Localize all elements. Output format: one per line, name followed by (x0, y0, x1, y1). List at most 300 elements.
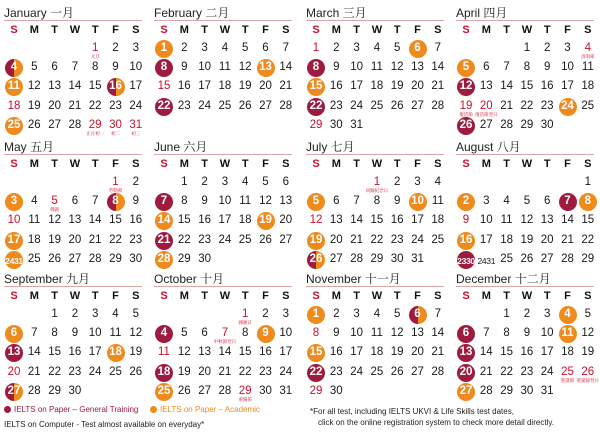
day-cell (85, 59, 105, 79)
month-calendar (302, 4, 448, 136)
day-cell (558, 232, 578, 252)
day-number: 12 (390, 327, 404, 340)
day-number: 12 (129, 327, 143, 340)
day-number: 23 (109, 99, 122, 112)
day-number: 17 (540, 346, 554, 359)
day-cell (45, 232, 65, 252)
day-number: 22 (109, 233, 122, 246)
day-number: 3 (564, 42, 571, 54)
day-cell (537, 117, 557, 137)
weekday-header: F (262, 24, 269, 36)
day-cell (174, 212, 194, 232)
day-cell (195, 59, 215, 79)
weekday-header: T (201, 24, 208, 36)
day-number: 27 (259, 99, 272, 112)
day-cell (195, 364, 215, 384)
day-number: 23 (540, 99, 554, 112)
day-cell (367, 344, 387, 364)
day-number: 25 (581, 99, 595, 112)
day-number: 13 (48, 80, 61, 93)
day-cell (367, 78, 387, 98)
day-number: 11 (370, 61, 383, 74)
day-number: 1 (51, 308, 58, 320)
day-cell (256, 212, 276, 232)
day-cell (215, 193, 235, 213)
day-cell (497, 344, 517, 364)
day-number: 24 (198, 99, 211, 112)
day-cell (408, 193, 428, 213)
day-number: 4 (373, 308, 381, 320)
day-number: 23 (329, 99, 343, 112)
day-number: 26 (238, 99, 252, 112)
day-cell (537, 232, 557, 252)
day-cell (106, 344, 126, 364)
academic-dot-icon (150, 406, 157, 413)
day-number: 25 (157, 384, 171, 397)
title-divider (4, 286, 142, 287)
day-number: 6 (51, 61, 58, 74)
title-divider (154, 154, 292, 155)
day-number: 21 (479, 365, 493, 378)
day-cell (367, 40, 387, 60)
day-number: 19 (581, 346, 595, 359)
day-number: 17 (411, 214, 424, 227)
day-number: 8 (112, 195, 119, 208)
day-cell (235, 40, 255, 60)
day-cell (174, 344, 194, 364)
day-number: 7 (91, 195, 99, 208)
day-cell (256, 98, 276, 118)
day-cell (456, 78, 476, 98)
day-number: 14 (561, 214, 574, 227)
day-number: 2 (543, 42, 551, 54)
day-number: 12 (27, 80, 41, 93)
title-divider (306, 20, 444, 21)
day-number: 2 (71, 308, 79, 320)
day-cell (215, 344, 235, 364)
day-number: 28 (68, 118, 82, 131)
day-number: 2 (181, 42, 188, 54)
weekday-header: F (414, 290, 421, 302)
day-number: 9 (523, 327, 531, 340)
day-cell (326, 78, 346, 98)
day-number: 10 (350, 61, 363, 74)
day-cell (428, 193, 448, 213)
weekday-header: T (353, 158, 360, 170)
day-number: 27 (198, 384, 211, 397)
title-divider (4, 20, 142, 21)
day-cell (306, 306, 326, 326)
weekday-header: W (69, 290, 81, 302)
day-cell (306, 40, 326, 60)
weekday-header: T (91, 158, 99, 170)
day-number: 31 (129, 118, 143, 131)
footnote-line-1: *For all test, including IELTS UKVI & Life Skills test dates, (310, 407, 514, 416)
day-number: 13 (411, 327, 424, 340)
day-cell (65, 232, 85, 252)
weekday-header: T (91, 24, 99, 36)
day-number: 9 (132, 195, 139, 208)
day-cell (195, 193, 215, 213)
day-number: 25 (500, 252, 513, 265)
day-number: 6 (201, 327, 208, 340)
holiday-note: 清明節 (581, 54, 595, 59)
day-number: 26 (390, 99, 404, 112)
day-cell (85, 251, 105, 271)
day-number: 18 (561, 346, 574, 359)
day-number: 25 (27, 252, 41, 265)
day-number: 10 (561, 61, 574, 74)
day-number: 6 (543, 195, 551, 208)
month-title: February 二月 (154, 6, 230, 20)
day-number: 2 (523, 308, 531, 320)
day-cell (517, 117, 537, 137)
day-cell (387, 98, 407, 118)
day-cell (306, 98, 326, 118)
month-calendar (302, 270, 448, 402)
weekday-header: W (219, 24, 231, 36)
day-number: 27 (68, 252, 82, 265)
day-cell (4, 212, 24, 232)
day-cell (24, 232, 44, 252)
month-calendar (452, 4, 598, 136)
day-number: 7 (483, 327, 490, 340)
day-cell (408, 212, 428, 232)
holiday-note: 初二 (111, 130, 120, 136)
day-cell (517, 40, 537, 60)
day-number: 27 (279, 233, 293, 246)
day-cell (24, 344, 44, 364)
day-cell (45, 325, 65, 345)
day-cell (126, 325, 146, 345)
day-cell (45, 78, 65, 98)
day-number: 22 (309, 99, 323, 112)
day-number: 27 (459, 384, 473, 397)
day-number: 27 (48, 118, 61, 131)
day-number: 12 (459, 80, 473, 93)
day-cell (276, 78, 296, 98)
day-number: 3 (10, 195, 18, 208)
day-number: 28 (479, 384, 493, 397)
day-number: 30 (129, 252, 143, 265)
weekday-header: M (179, 158, 189, 170)
day-cell (24, 78, 44, 98)
day-cell (387, 59, 407, 79)
day-number: 5 (241, 42, 249, 54)
day-cell (256, 40, 276, 60)
day-number: 26 (581, 365, 595, 378)
day-cell (85, 364, 105, 384)
day-number: 4 (434, 176, 441, 188)
day-cell (517, 251, 537, 271)
day-number: 15 (177, 214, 191, 227)
day-cell (456, 364, 476, 384)
day-cell (215, 212, 235, 232)
month-calendar (150, 270, 296, 402)
day-number: 22 (177, 233, 191, 246)
day-cell (326, 40, 346, 60)
day-number: 18 (27, 233, 41, 246)
day-number: 8 (160, 61, 168, 74)
day-cell (24, 59, 44, 79)
day-cell (45, 193, 65, 213)
day-cell (154, 232, 174, 252)
day-cell (456, 117, 476, 137)
day-number: 3 (353, 42, 360, 54)
day-number: 4 (564, 308, 571, 320)
day-cell (235, 344, 255, 364)
day-number: 6 (10, 327, 18, 340)
day-number: 3 (91, 308, 99, 320)
day-number: 5 (393, 308, 401, 320)
day-cell (537, 98, 557, 118)
day-number: 30 (390, 252, 404, 265)
day-number: 25 (238, 233, 252, 246)
day-number: 1 (112, 176, 119, 188)
day-cell (578, 306, 598, 326)
day-cell (408, 174, 428, 194)
day-cell (408, 364, 428, 384)
day-cell (517, 193, 537, 213)
day-number: 1 (91, 42, 99, 54)
weekday-header: M (29, 158, 39, 170)
day-cell (126, 232, 146, 252)
day-cell (276, 174, 296, 194)
day-cell (106, 212, 126, 232)
day-number: 14 (68, 80, 82, 93)
day-number: 2 (112, 42, 119, 54)
weekday-header: F (112, 290, 119, 302)
weekday-header: M (331, 290, 341, 302)
day-cell (326, 212, 346, 232)
day-cell (456, 232, 476, 252)
day-number: 7 (282, 42, 289, 54)
weekday-header: M (481, 24, 491, 36)
day-cell (256, 344, 276, 364)
day-number: 26 (520, 252, 534, 265)
day-number: 14 (157, 214, 171, 227)
day-cell (24, 98, 44, 118)
day-number: 15 (500, 346, 513, 359)
day-number: 6 (282, 176, 289, 188)
day-number: 2 (462, 195, 470, 208)
day-cell (497, 117, 517, 137)
day-cell (276, 212, 296, 232)
day-cell (106, 59, 126, 79)
weekday-header: S (282, 24, 290, 36)
day-cell (126, 251, 146, 271)
day-cell (174, 40, 194, 60)
day-cell (235, 212, 255, 232)
day-cell (195, 40, 215, 60)
weekday-header: F (564, 158, 571, 170)
day-cell (126, 40, 146, 60)
holiday-note: 重陽節 (238, 396, 252, 402)
day-number: 19 (27, 99, 41, 112)
day-number: 19 (309, 233, 323, 246)
day-cell (106, 325, 126, 345)
day-cell (4, 98, 24, 118)
day-cell (537, 251, 557, 271)
day-cell (306, 193, 326, 213)
day-number: 10 (218, 195, 232, 208)
day-cell (4, 78, 24, 98)
day-cell (517, 325, 537, 345)
day-cell (497, 325, 517, 345)
day-cell (537, 193, 557, 213)
day-number: 23 (390, 233, 404, 246)
day-number: 19 (238, 80, 252, 93)
day-cell (428, 325, 448, 345)
day-cell (578, 174, 598, 194)
month-calendar (150, 4, 296, 136)
day-cell (326, 344, 346, 364)
day-cell (517, 364, 537, 384)
weekday-header: S (312, 24, 320, 36)
day-cell (428, 344, 448, 364)
day-cell (106, 251, 126, 271)
weekday-header: T (201, 158, 208, 170)
day-number: 19 (390, 80, 404, 93)
day-cell (558, 59, 578, 79)
weekday-header: T (241, 290, 249, 302)
day-cell (195, 174, 215, 194)
day-number: 7 (71, 61, 79, 74)
day-cell (387, 232, 407, 252)
day-number: 28 (27, 384, 41, 397)
day-cell (387, 306, 407, 326)
day-number: 27 (479, 118, 493, 131)
day-number: 31 (411, 252, 424, 265)
day-number: 1 (312, 308, 320, 320)
day-number: 10 (350, 327, 363, 340)
day-number: 13 (329, 214, 343, 227)
day-number: 21 (68, 99, 82, 112)
day-number: 20 (259, 80, 272, 93)
day-number: 22 (238, 365, 252, 378)
day-number: 21 (431, 346, 445, 359)
day-number: 19 (520, 233, 534, 246)
day-number: 14 (431, 61, 445, 74)
day-cell (347, 364, 367, 384)
day-number: 1 (241, 308, 249, 320)
day-cell (65, 59, 85, 79)
day-number: 24 (350, 365, 363, 378)
day-cell (306, 212, 326, 232)
day-cell (537, 59, 557, 79)
weekday-header: F (414, 158, 421, 170)
day-cell (276, 232, 296, 252)
day-number: 30 (109, 118, 122, 131)
weekday-header: T (91, 290, 99, 302)
day-cell (408, 325, 428, 345)
day-cell (195, 344, 215, 364)
weekday-header: T (503, 290, 510, 302)
day-number: 2 (201, 176, 208, 188)
day-cell (326, 325, 346, 345)
day-number: 17 (350, 80, 363, 93)
day-number: 14 (479, 346, 493, 359)
day-number: 5 (584, 308, 591, 320)
weekday-header: W (521, 158, 533, 170)
day-number: 17 (7, 233, 21, 246)
day-cell (24, 325, 44, 345)
day-cell (45, 212, 65, 232)
day-cell (497, 98, 517, 118)
day-number: 17 (350, 346, 363, 359)
day-number: 30 (540, 118, 554, 131)
day-cell (276, 344, 296, 364)
day-number: 2 (132, 176, 139, 188)
day-cell (476, 344, 496, 364)
day-cell (215, 325, 235, 345)
weekday-header: T (51, 158, 58, 170)
day-cell (24, 364, 44, 384)
day-cell (558, 212, 578, 232)
day-cell (428, 59, 448, 79)
day-cell (517, 344, 537, 364)
weekday-header: T (543, 24, 551, 36)
day-number: 21 (157, 233, 171, 246)
day-cell (517, 306, 537, 326)
day-number: 7 (434, 42, 441, 54)
day-cell (578, 344, 598, 364)
day-number: 2330 (457, 255, 475, 266)
footnote-line-2: click on the online registration system to check more detail directly. (318, 418, 554, 427)
day-cell (517, 212, 537, 232)
day-cell (4, 232, 24, 252)
general-training-dot-icon (4, 406, 11, 413)
day-number: 6 (483, 61, 490, 74)
day-number: 7 (434, 308, 441, 320)
day-number: 10 (7, 214, 21, 227)
day-number: 16 (68, 346, 82, 359)
weekday-header: T (393, 158, 401, 170)
day-number: 8 (373, 195, 381, 208)
day-number: 21 (27, 365, 41, 378)
day-number: 30 (68, 384, 82, 397)
holiday-note: 元旦 (90, 54, 100, 59)
day-cell (537, 40, 557, 60)
day-cell (428, 78, 448, 98)
day-number: 3 (543, 308, 551, 320)
day-cell (497, 364, 517, 384)
day-cell (456, 251, 476, 271)
day-cell (195, 251, 215, 271)
day-cell (106, 193, 126, 213)
day-cell (497, 78, 517, 98)
day-number: 13 (68, 214, 82, 227)
day-number: 6 (462, 327, 470, 340)
day-cell (65, 344, 85, 364)
day-cell (326, 59, 346, 79)
day-number: 15 (88, 80, 102, 93)
day-cell (456, 59, 476, 79)
day-cell (476, 251, 496, 271)
day-number: 18 (238, 214, 252, 227)
day-number: 11 (28, 214, 41, 227)
day-cell (126, 174, 146, 194)
day-number: 22 (48, 365, 61, 378)
day-number: 25 (561, 365, 574, 378)
day-number: 1 (312, 42, 320, 54)
day-cell (195, 212, 215, 232)
legend-general-training: IELTS on Paper – General Training (4, 405, 138, 414)
day-number: 5 (181, 327, 188, 340)
day-cell (326, 193, 346, 213)
weekday-header: S (584, 24, 592, 36)
day-number: 28 (350, 252, 363, 265)
